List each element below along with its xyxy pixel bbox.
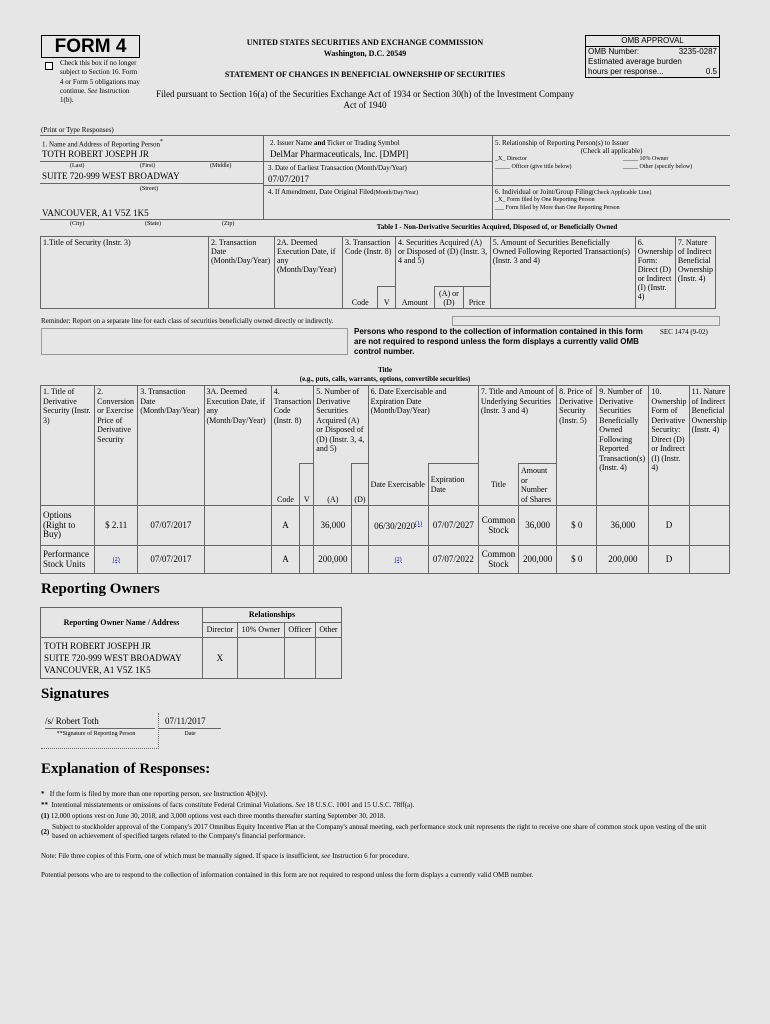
note2-text: Subject to stockholder approval of the Company's 2017 Omnibus Equity Incentive Plan at the Company's annual meeting, each performance stock unit represents the right to receive one share of common stock upon vesting of the unit based on achievement of specified targets related to the Company's financial performance.: [52, 823, 707, 840]
t2-h3a: 3A. Deemed Execution Date, if any (Month/Day/Year): [204, 386, 271, 506]
t2-r1-exercisable-date: 06/30/2020: [374, 520, 416, 531]
t2-amount-shares: Amount or Number of Shares: [519, 464, 557, 506]
ro-relationships: Relationships: [203, 608, 342, 623]
city-state-zip-labels: [40, 219, 730, 233]
ro-director-mark: X: [203, 638, 238, 679]
ro-owner10: 10% Owner: [237, 623, 284, 638]
t1-h2: 2. Transaction Date (Month/Day/Year): [209, 237, 275, 309]
omb-number: 3235-0287: [678, 47, 717, 56]
relationship-sub: (Check all applicable): [580, 147, 643, 155]
city-label: (City): [70, 221, 85, 227]
t2-r1-nature: [689, 506, 729, 546]
signature-name: /s/ Robert Toth: [45, 716, 99, 726]
other-mark: _____: [623, 164, 638, 170]
t2-r2-date: 07/07/2017: [138, 546, 204, 574]
issuer-label-b: Ticker or Trading Symbol: [326, 139, 400, 147]
date-label: Date: [184, 731, 196, 737]
note1-marker: (1): [41, 812, 50, 820]
t2-h3: 3. Transaction Date (Month/Day/Year): [138, 386, 204, 506]
no-longer-subject-checkbox[interactable]: [45, 61, 53, 70]
street-value: SUITE 720-999 WEST BROADWAY: [42, 171, 180, 181]
note-2: [41, 823, 721, 841]
star: *: [160, 139, 163, 145]
reporting-person-label: [42, 139, 163, 148]
state-label: (State): [145, 221, 161, 227]
note-see: see: [321, 852, 331, 860]
t2-h10: 10. Ownership Form of Derivative Security: Direct (D) or Indirect (I) (Instr. 4): [649, 386, 689, 506]
t2-row-options: [41, 506, 730, 546]
t2-a: (A): [314, 464, 352, 506]
filing-label: [495, 188, 651, 196]
issuer-label-and: and: [313, 139, 326, 147]
t2-r2-deemed: [204, 546, 271, 574]
star1-text-a: If the form is filed by more than one reporting person,: [49, 790, 202, 798]
sec-code: SEC 1474 (9-02): [660, 328, 708, 336]
street-label: (Street): [140, 186, 158, 192]
officer-text: Officer (give title below): [511, 164, 572, 170]
persons-respond-notice: Persons who respond to the collection of information contained in this form are not required to respond unless the form displays a currently valid OMB control number.: [354, 327, 643, 356]
ro-owner-line1: TOTH ROBERT JOSEPH JR: [44, 641, 151, 651]
table2: [40, 385, 730, 574]
table1-title: Table I - Non-Derivative Securities Acquired, Disposed of, or Beneficially Owned: [376, 223, 618, 231]
t2-v: V: [300, 464, 314, 506]
middle-label: (Middle): [210, 163, 232, 169]
filing-line1[interactable]: _X_ Form filed by One Reporting Person: [495, 197, 595, 203]
other-text: Other (specify below): [639, 164, 693, 170]
t2-r1-exercisable: [368, 506, 428, 546]
table1: [40, 236, 716, 309]
t2-r1-price: $ 2.11: [95, 506, 138, 546]
ro-owner-address: [41, 638, 203, 679]
officer-option[interactable]: [495, 164, 572, 170]
director-option[interactable]: [495, 156, 527, 162]
t2-r1-form: D: [649, 506, 689, 546]
other-option[interactable]: [623, 164, 692, 170]
t2-h11: 11. Nature of Indirect Beneficial Ownership (Instr. 4): [689, 386, 729, 506]
reminder-text: Reminder: Report on a separate line for each class of securities beneficially owned directly or indirectly.: [41, 317, 334, 325]
reminder-blank-box: [41, 328, 348, 355]
t2-r1-title: Common Stock: [478, 506, 518, 546]
signature-date: 07/11/2017: [165, 716, 206, 726]
filing-label-text: 6. Individual or Joint/Group Filing: [495, 188, 593, 196]
t1-h4: 4. Securities Acquired (A) or Disposed of (D) (Instr. 3, 4 and 5): [395, 237, 490, 287]
t2-h7: 7. Title and Amount of Underlying Securities (Instr. 3 and 4): [478, 386, 556, 464]
t2-r1-shares: 36,000: [519, 506, 557, 546]
omb-title: OMB APPROVAL: [586, 36, 719, 47]
checkbox-square[interactable]: [45, 62, 53, 70]
owner10-mark: _____: [623, 156, 638, 162]
t2-r1-d: [352, 506, 368, 546]
see-italic: See: [87, 86, 98, 95]
t2-h9: 9. Number of Derivative Securities Beneficially Owned Following Reported Transaction(s) (Instr. 4): [597, 386, 649, 506]
t2-r2-price-footnote-link[interactable]: (2): [112, 556, 120, 563]
t2-title: Title: [478, 464, 518, 506]
t1-aord: (A) or (D): [434, 287, 463, 309]
earliest-date-value: 07/07/2017: [268, 174, 310, 184]
note1-text: 12,000 options vest on June 30, 2018, and 3,000 options vest each three months thereafter starting September 30, 2018.: [50, 812, 386, 820]
name-parts-labels: [40, 161, 264, 169]
t2-r1-v: [300, 506, 314, 546]
omb-hours-label: hours per response...: [588, 67, 664, 76]
reporting-owners-table: [40, 607, 342, 679]
note-b: Instruction 6 for procedure.: [332, 852, 410, 860]
signature-label: **Signature of Reporting Person: [56, 731, 136, 737]
t2-code: Code: [271, 464, 300, 506]
t2-r2-security: Performance Stock Units: [41, 546, 95, 574]
check-box-instruction: [60, 59, 142, 105]
director-text: Director: [506, 156, 527, 162]
signature-box: [41, 713, 159, 749]
star1-marker: *: [41, 790, 45, 798]
relationship-label: 5. Relationship of Reporting Person(s) to Issuer: [495, 139, 629, 147]
t2-r2-footnote-link[interactable]: (2): [394, 556, 402, 563]
t2-h6: 6. Date Exercisable and Expiration Date (Month/Day/Year): [368, 386, 478, 464]
t2-r1-expiration: 07/07/2027: [428, 506, 478, 546]
ro-other-mark: [315, 638, 341, 679]
omb-burden: Estimated average burden: [588, 57, 682, 66]
ro-other: Other: [315, 623, 341, 638]
statement-title: STATEMENT OF CHANGES IN BENEFICIAL OWNERSHIP OF SECURITIES: [224, 70, 506, 79]
t2-h8: 8. Price of Derivative Security (Instr. 5): [557, 386, 597, 506]
t1-h3: 3. Transaction Code (Instr. 8): [343, 237, 396, 287]
form-title: FORM 4: [41, 35, 140, 58]
note-1: [41, 811, 721, 822]
agency-location: Washington, D.C. 20549: [323, 49, 407, 58]
t2-r2-a: 200,000: [314, 546, 352, 574]
reporting-owners-heading: Reporting Owners: [41, 581, 160, 597]
note-a: Note: File three copies of this Form, one of which must be manually signed. If space is insufficient,: [41, 852, 320, 860]
top-form-section: [40, 135, 730, 219]
issuer-label-a: 2. Issuer Name: [270, 139, 313, 147]
t2-r2-shares: 200,000: [519, 546, 557, 574]
table2-title: Title: [378, 366, 392, 374]
t2-r1-deemed: [204, 506, 271, 546]
t1-h2a: 2A. Deemed Execution Date, if any (Month/Day/Year): [275, 237, 343, 309]
officer-mark: _____: [495, 164, 510, 170]
note-potential-persons: Potential persons who are to respond to the collection of information contained in this form are not required to respond unless the form displays a currently valid OMB number.: [41, 871, 534, 879]
t2-r2-expiration: 07/07/2022: [428, 546, 478, 574]
ro-director: Director: [203, 623, 238, 638]
filing-sub: (Check Applicable Line): [592, 190, 652, 196]
agency-name: UNITED STATES SECURITIES AND EXCHANGE COMMISSION: [246, 38, 484, 47]
t2-r2-form: D: [649, 546, 689, 574]
t1-h1: 1.Title of Security (Instr. 3): [41, 237, 209, 309]
t2-r2-code: A: [271, 546, 300, 574]
street-label-row: [40, 183, 264, 192]
signatures-heading: Signatures: [41, 686, 110, 702]
t2-r1-date: 07/07/2017: [138, 506, 204, 546]
t1-v: V: [378, 287, 395, 309]
t2-r2-owned: 200,000: [597, 546, 649, 574]
top-right-blank-box: [452, 316, 720, 326]
amend-label: 4. If Amendment, Date Original Filed: [268, 188, 374, 196]
t2-r1-deriv-price: $ 0: [557, 506, 597, 546]
label-text: 1. Name and Address of Reporting Person: [42, 140, 161, 149]
amend-sub: (Month/Day/Year): [373, 190, 418, 196]
instruction-ref: Instruction 1(b).: [60, 86, 130, 105]
ro-officer-mark: [284, 638, 315, 679]
t2-r1-security: Options (Right to Buy): [41, 506, 95, 546]
t2-exp: Expiration Date: [428, 464, 478, 506]
date-box: [159, 713, 221, 737]
omb-number-label: OMB Number:: [588, 47, 640, 56]
issuer-box: [264, 136, 493, 220]
issuer-label: [270, 139, 400, 147]
omb-hours-row: [586, 67, 719, 77]
star2-see: See: [295, 801, 306, 809]
t1-price: Price: [464, 287, 491, 309]
t1-code: Code: [343, 287, 378, 309]
t2-r2-title: Common Stock: [478, 546, 518, 574]
note-star1: [41, 789, 721, 800]
t2-r2-deriv-price: $ 0: [557, 546, 597, 574]
ro-owner-line3: VANCOUVER, A1 V5Z 1K5: [44, 665, 151, 675]
t2-r1-owned: 36,000: [597, 506, 649, 546]
note-file-copies: [41, 851, 721, 862]
relationship-box: [493, 136, 730, 220]
t2-r1-footnote-link[interactable]: (1): [415, 520, 423, 527]
t2-r2-d: [352, 546, 368, 574]
star2-marker: **: [41, 801, 48, 809]
t1-h7: 7. Nature of Indirect Beneficial Ownership (Instr. 4): [675, 237, 715, 309]
t2-r2-price: [95, 546, 138, 574]
owner10-option[interactable]: [623, 156, 668, 162]
reporting-person-name: TOTH ROBERT JOSEPH JR: [42, 149, 149, 159]
ro-officer: Officer: [284, 623, 315, 638]
explanation-notes: [41, 789, 721, 881]
note-star2: [41, 800, 721, 811]
omb-number-row: [586, 47, 719, 57]
check-box-text: Check this box if no longer subject to Section 16. Form 4 or Form 5 obligations may continue.: [60, 59, 140, 95]
ro-col-name: Reporting Owner Name / Address: [41, 608, 203, 638]
explanation-heading: Explanation of Responses:: [41, 761, 211, 777]
issuer-value: DelMar Pharmaceuticals, Inc. [DMPI]: [270, 149, 409, 159]
star2-text-b: 18 U.S.C. 1001 and 15 U.S.C. 78ff(a).: [306, 801, 415, 809]
earliest-date-label: 3. Date of Earliest Transaction (Month/Day/Year): [268, 164, 407, 172]
first-label: (First): [140, 163, 155, 169]
t1-amount: Amount: [395, 287, 434, 309]
omb-approval-box: [585, 35, 720, 78]
t2-r2-exercisable: [368, 546, 428, 574]
t2-date-ex: Date Exercisable: [368, 464, 428, 506]
star1-see: see: [202, 790, 212, 798]
table2-subtitle: (e.g., puts, calls, warrants, options, convertible securities): [299, 375, 471, 383]
t2-r1-a: 36,000: [314, 506, 352, 546]
t2-h1: 1. Title of Derivative Security (Instr. 3): [41, 386, 95, 506]
t1-h5: 5. Amount of Securities Beneficially Owned Following Reported Transaction(s) (Instr. 3 and 4): [490, 237, 635, 309]
amendment-label: [268, 188, 418, 196]
zip-label: (Zip): [222, 221, 235, 227]
t1-h6: 6. Ownership Form: Direct (D) or Indirect (I) (Instr. 4): [635, 237, 675, 309]
city-value: VANCOUVER, A1 V5Z 1K5: [42, 208, 149, 218]
t2-h2: 2. Conversion or Exercise Price of Derivative Security: [95, 386, 138, 506]
owner10-text: 10% Owner: [639, 156, 669, 162]
t2-d: (D): [352, 464, 368, 506]
t2-r2-nature: [689, 546, 729, 574]
t2-h5: 5. Number of Derivative Securities Acquired (A) or Disposed of (D) (Instr. 3, 4, and 5): [314, 386, 368, 464]
director-mark: _X_: [495, 156, 506, 162]
t2-r1-code: A: [271, 506, 300, 546]
note2-marker: (2): [41, 828, 50, 836]
filing-line2[interactable]: ___ Form filed by More than One Reporting Person: [495, 205, 620, 211]
t2-row-psu: [41, 546, 730, 574]
filed-pursuant: Filed pursuant to Section 16(a) of the Securities Exchange Act of 1934 or Section 30(h) of the Investment Company Act of 1940: [156, 89, 574, 110]
star2-text-a: Intentional misstatements or omissions of facts constitute Federal Criminal Violations.: [51, 801, 294, 809]
print-type-note: (Print or Type Responses): [41, 126, 114, 134]
last-label: (Last): [70, 163, 85, 169]
reporting-person-box: [40, 136, 264, 220]
ro-owner-line2: SUITE 720-999 WEST BROADWAY: [44, 653, 182, 663]
star1-text-b: Instruction 4(b)(v).: [213, 790, 268, 798]
t2-r2-v: [300, 546, 314, 574]
t2-h4: 4. Transaction Code (Instr. 8): [271, 386, 314, 464]
omb-hours: 0.5: [705, 67, 717, 76]
ro-owner10-mark: [237, 638, 284, 679]
